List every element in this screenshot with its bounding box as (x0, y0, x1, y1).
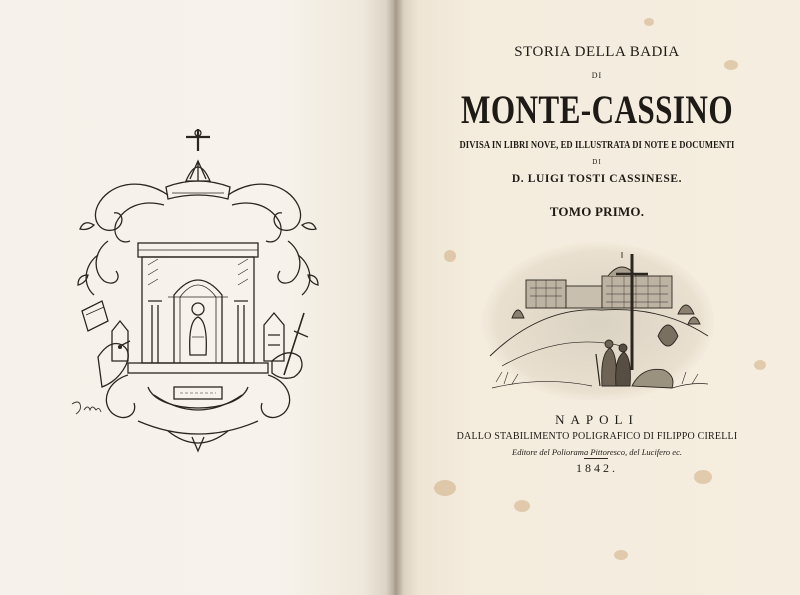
engraver-signature (68, 398, 106, 420)
title-page (394, 0, 800, 595)
foxing-spot (514, 500, 530, 512)
abbey-vignette (482, 236, 714, 400)
foxing-spot (444, 250, 456, 262)
imprint-city: NAPOLI (555, 412, 639, 427)
main-title: MONTE-CASSINO (460, 87, 734, 132)
foxing-spot (644, 18, 654, 26)
ornamental-frontispiece (68, 125, 328, 455)
subtitle: DIVISA IN LIBRI NOVE, ED ILLUSTRATA DI NOTE E DOCUMENTI (459, 140, 735, 151)
imprint-year: 1842. (576, 461, 618, 475)
book-gutter (386, 0, 404, 595)
left-page (0, 0, 394, 595)
foxing-spot (614, 550, 628, 560)
foxing-spot (724, 60, 738, 70)
author-di: DI (592, 158, 602, 166)
volume-label: TOMO PRIMO. (549, 204, 645, 219)
title-line-storia: STORIA DELLA BADIA (514, 44, 680, 60)
author-name: D. LUIGI TOSTI CASSINESE. (511, 173, 683, 185)
imprint-editore: Editore del Poliorama Pittoresco, del Lucifero ec. (512, 447, 682, 457)
foxing-spot (434, 480, 456, 496)
foxing-spot (754, 360, 766, 370)
imprint-publisher: DALLO STABILIMENTO POLIGRAFICO DI FILIPPO CIRELLI (456, 431, 738, 442)
imprint-rule (584, 458, 608, 459)
title-line-di: DI (591, 71, 603, 80)
